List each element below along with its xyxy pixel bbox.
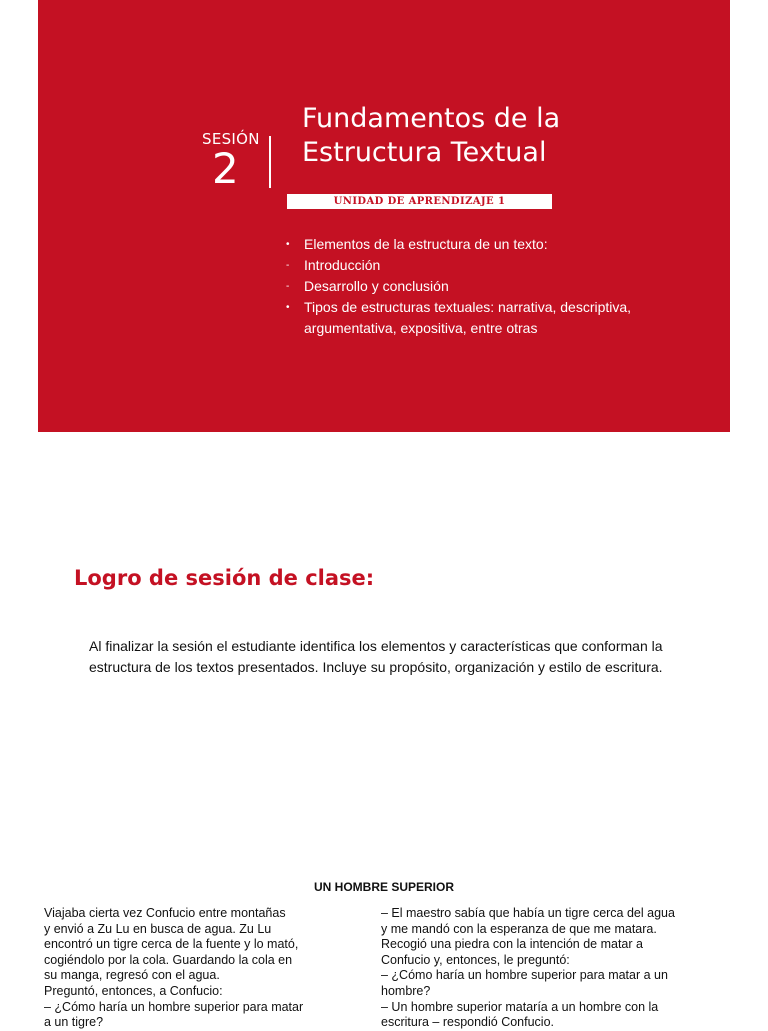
logro-heading: Logro de sesión de clase: xyxy=(74,566,375,590)
topic-text: Tipos de estructuras textuales: narrativa, descriptiva, argumentativa, expositiva, entre otras xyxy=(304,299,632,336)
bullet-marker: • xyxy=(286,302,290,313)
topic-text: Introducción xyxy=(304,257,381,273)
topic-text: Elementos de la estructura de un texto: xyxy=(304,236,548,252)
logro-paragraph: Al finalizar la sesión el estudiante identifica los elementos y características que conforman la estructura de los textos presentados. Incluye su propósito, organización y estilo de escritura. xyxy=(89,638,663,675)
dash-marker: - xyxy=(286,281,290,292)
unit-label: UNIDAD DE APRENDIZAJE 1 xyxy=(287,194,552,209)
dash-marker: - xyxy=(286,260,290,271)
story-title: UN HOMBRE SUPERIOR xyxy=(313,880,454,894)
topic-item xyxy=(284,255,704,276)
session-number: 2 xyxy=(212,144,239,193)
topic-item xyxy=(284,297,704,339)
session-title: Fundamentos de la Estructura Textual xyxy=(302,103,561,168)
bullet-marker: • xyxy=(286,239,290,250)
story-left-column: Viajaba cierta vez Confucio entre montañas y envió a Zu Lu en busca de agua. Zu Lu encontró un tigre cerca de la fuente y lo mató, cogiéndolo por la cola. Guardando la cola en su manga, regresó con el agua. Preguntó, entonces, a Confucio: – ¿Cómo haría un hombre superior para matar a un tigre? xyxy=(44,906,304,1030)
header-divider xyxy=(269,136,271,188)
topic-item xyxy=(284,234,704,255)
session-label: SESIÓN xyxy=(202,130,260,148)
topic-text: Desarrollo y conclusión xyxy=(304,278,449,294)
story-right-column: – El maestro sabía que había un tigre cerca del agua y me mandó con la esperanza de que me matara. Recogió una piedra con la intención de matar a Confucio y, entonces, le preguntó: – ¿Cómo haría un hombre superior para matar a un hombre? – Un hombre superior mataría a un hombre con la escritura – respondió Confucio. xyxy=(381,906,675,1030)
topic-list xyxy=(284,234,704,339)
topic-item xyxy=(284,276,704,297)
session-banner xyxy=(38,0,730,432)
